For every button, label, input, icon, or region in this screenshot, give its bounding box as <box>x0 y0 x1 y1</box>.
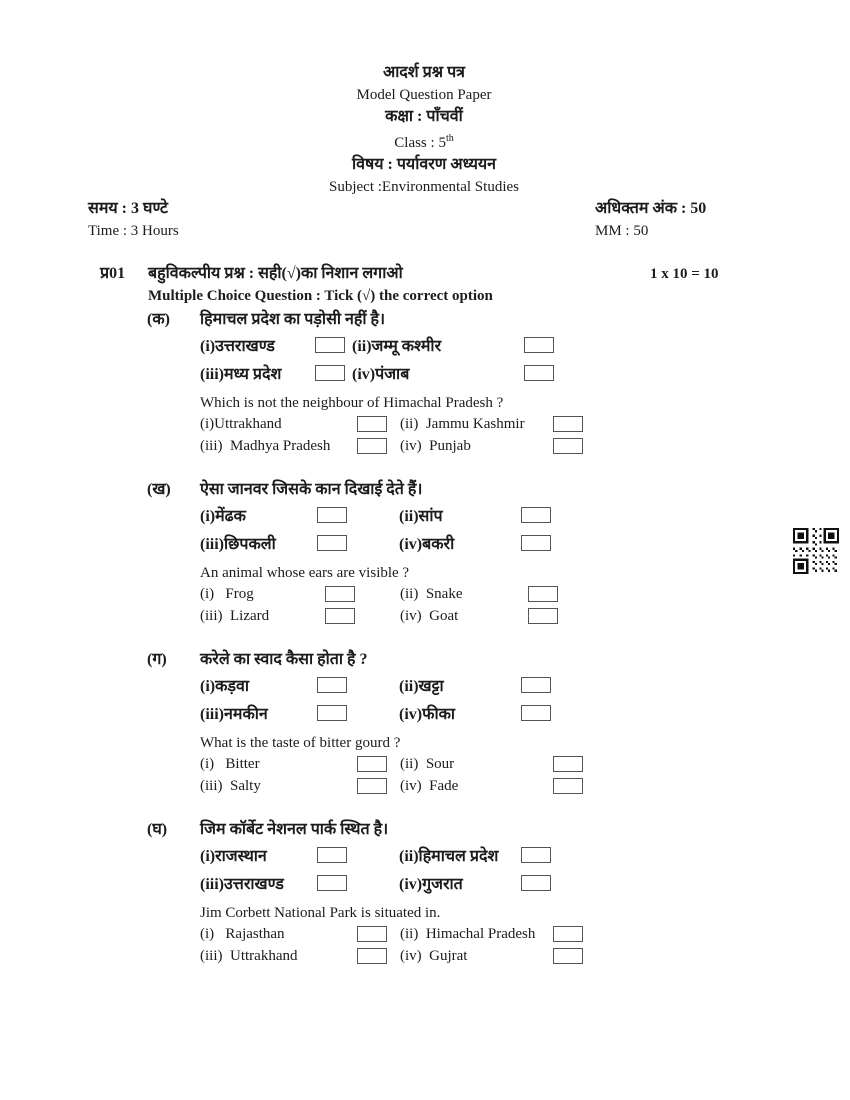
option-label: (iii)उत्तराखण्ड <box>200 876 284 893</box>
question-text-english: Jim Corbett National Park is situated in. <box>200 905 441 921</box>
option-label: (ii)हिमाचल प्रदेश <box>399 848 499 865</box>
time-label-english: Time : 3 Hours <box>88 223 179 239</box>
answer-checkbox[interactable] <box>357 948 387 964</box>
answer-checkbox[interactable] <box>315 365 345 381</box>
option-label: (iv) Goat <box>400 607 459 624</box>
option-row <box>200 699 760 727</box>
question-block-ka <box>88 309 760 457</box>
option-label: (ii)जम्मू कश्मीर <box>352 338 442 355</box>
answer-checkbox[interactable] <box>325 608 355 624</box>
answer-checkbox[interactable] <box>317 875 347 891</box>
question-title-hindi: बहुविकल्पीय प्रश्न : सही(√)का निशान लगाओ <box>148 265 403 282</box>
class-text: Class : 5 <box>394 135 446 151</box>
question-text-hindi: ऐसा जानवर जिसके कान दिखाई देते हैं। <box>200 481 423 498</box>
paper-title-hindi: आदर्श प्रश्न पत्र <box>382 64 466 81</box>
answer-checkbox[interactable] <box>528 586 558 602</box>
answer-checkbox[interactable] <box>317 705 347 721</box>
option-row <box>200 775 760 797</box>
question-block-ga <box>88 649 760 797</box>
option-label: (iv)पंजाब <box>352 366 410 383</box>
answer-checkbox[interactable] <box>553 778 583 794</box>
option-row <box>200 583 760 605</box>
answer-checkbox[interactable] <box>357 416 387 432</box>
option-row <box>200 605 760 627</box>
option-label: (iii) Uttrakhand <box>200 947 298 964</box>
option-row <box>200 869 760 897</box>
paper-header <box>88 62 760 198</box>
question-text-hindi: हिमाचल प्रदेश का पड़ोसी नहीं है। <box>200 311 386 328</box>
option-row <box>200 501 760 529</box>
answer-checkbox[interactable] <box>325 586 355 602</box>
question-label: (घ) <box>147 821 168 838</box>
answer-checkbox[interactable] <box>553 926 583 942</box>
answer-checkbox[interactable] <box>524 365 554 381</box>
question-block-kha <box>88 479 760 627</box>
class-line-hindi: कक्षा : पाँचवीं <box>385 108 463 125</box>
option-label: (ii) Snake <box>400 585 463 602</box>
question-text-hindi: जिम कॉर्बेट नेशनल पार्क स्थित है। <box>200 821 389 838</box>
option-label: (i) Rajasthan <box>200 925 285 942</box>
question-block-gha <box>88 819 760 967</box>
answer-checkbox[interactable] <box>317 847 347 863</box>
option-row <box>200 923 760 945</box>
answer-checkbox[interactable] <box>317 535 347 551</box>
option-label: (iv) Gujrat <box>400 947 468 964</box>
option-label: (i)उत्तराखण्ड <box>200 338 275 355</box>
answer-checkbox[interactable] <box>553 756 583 772</box>
time-marks-row-hindi <box>88 198 760 220</box>
subject-line-hindi: विषय : पर्यावरण अध्ययन <box>351 156 497 173</box>
answer-checkbox[interactable] <box>528 608 558 624</box>
question-marks: 1 x 10 = 10 <box>650 266 719 282</box>
answer-checkbox[interactable] <box>553 416 583 432</box>
option-label: (i) Bitter <box>200 755 260 772</box>
answer-checkbox[interactable] <box>521 677 551 693</box>
answer-checkbox[interactable] <box>357 778 387 794</box>
option-row <box>200 529 760 557</box>
option-label: (iii)मध्य प्रदेश <box>200 366 282 383</box>
option-label: (iv)फीका <box>399 706 456 723</box>
question-1-heading <box>100 263 760 285</box>
option-label: (iii) Salty <box>200 777 261 794</box>
option-row <box>200 671 760 699</box>
answer-checkbox[interactable] <box>524 337 554 353</box>
answer-checkbox[interactable] <box>317 677 347 693</box>
option-label: (i)राजस्थान <box>200 848 267 865</box>
answer-checkbox[interactable] <box>521 535 551 551</box>
answer-checkbox[interactable] <box>315 337 345 353</box>
option-label: (iv) Punjab <box>400 437 471 454</box>
option-label: (ii) Jammu Kashmir <box>400 415 525 432</box>
class-line-english <box>88 128 760 154</box>
answer-checkbox[interactable] <box>317 507 347 523</box>
class-superscript: th <box>445 133 454 144</box>
option-label: (i)कड़वा <box>200 678 249 695</box>
option-row <box>200 841 760 869</box>
option-row <box>200 753 760 775</box>
answer-checkbox[interactable] <box>521 507 551 523</box>
question-label: (ग) <box>147 651 167 668</box>
option-label: (ii)खट्टा <box>399 678 444 695</box>
paper-title-english: Model Question Paper <box>356 87 492 103</box>
option-row <box>200 945 760 967</box>
answer-checkbox[interactable] <box>357 756 387 772</box>
option-label: (iv) Fade <box>400 777 459 794</box>
answer-checkbox[interactable] <box>357 438 387 454</box>
question-text-hindi: करेले का स्वाद कैसा होता है ? <box>200 651 368 668</box>
question-title-english: Multiple Choice Question : Tick (√) the correct option <box>148 288 493 304</box>
answer-checkbox[interactable] <box>521 875 551 891</box>
question-number: प्र01 <box>100 265 126 282</box>
answer-checkbox[interactable] <box>521 847 551 863</box>
option-label: (i) Frog <box>200 585 254 602</box>
option-label: (iv)बकरी <box>399 536 455 553</box>
question-label: (क) <box>147 311 170 328</box>
option-label: (i)मेंढक <box>200 508 246 525</box>
qr-code <box>792 528 840 574</box>
answer-checkbox[interactable] <box>521 705 551 721</box>
option-row <box>200 359 760 387</box>
option-row <box>200 331 760 359</box>
answer-checkbox[interactable] <box>357 926 387 942</box>
option-label: (iii)छिपकली <box>200 536 276 553</box>
option-label: (ii) Sour <box>400 755 455 772</box>
question-text-english: What is the taste of bitter gourd ? <box>200 735 401 751</box>
option-label: (iii) Lizard <box>200 607 270 624</box>
max-marks-hindi: अधिक्तम अंक : 50 <box>595 200 707 217</box>
answer-checkbox[interactable] <box>553 438 583 454</box>
subject-line-english: Subject :Environmental Studies <box>329 179 519 195</box>
question-text-english: An animal whose ears are visible ? <box>200 565 410 581</box>
time-label-hindi: समय : 3 घण्टे <box>88 200 168 217</box>
option-label: (ii) Himachal Pradesh <box>400 925 536 942</box>
time-marks-row-english <box>88 220 760 242</box>
option-label: (iii)नमकीन <box>200 706 268 723</box>
answer-checkbox[interactable] <box>553 948 583 964</box>
option-label: (iv)गुजरात <box>399 876 463 893</box>
question-label: (ख) <box>147 481 171 498</box>
option-row <box>200 413 760 435</box>
option-label: (ii)सांप <box>399 508 443 525</box>
max-marks-english: MM : 50 <box>595 223 649 239</box>
option-label: (i)Uttrakhand <box>200 415 282 432</box>
option-row <box>200 435 760 457</box>
question-text-english: Which is not the neighbour of Himachal Pradesh ? <box>200 395 504 411</box>
option-label: (iii) Madhya Pradesh <box>200 437 331 454</box>
